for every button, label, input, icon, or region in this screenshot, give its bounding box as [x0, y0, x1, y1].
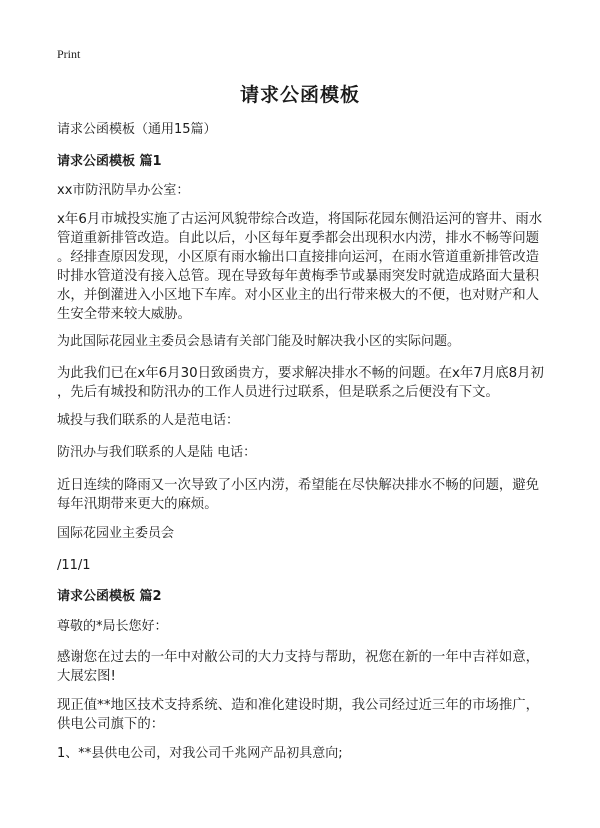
paragraph-1-3: [57, 364, 553, 402]
paragraph-line: 时排水管道没有接入总管。现在导致每年黄梅季节或暴雨突发时就造成路面大量积: [57, 269, 540, 284]
paragraph-line: 供电公司旗下的：: [57, 717, 165, 732]
paragraph-line: 感谢您在过去的一年中对敝公司的大力支持与帮助，祝您在新的一年中吉祥如意，: [57, 650, 540, 665]
document-subtitle: 请求公函模板（通用15篇）: [57, 122, 217, 137]
paragraph-line: 现正值**地区技术支持系统、造和准化建设时期，我公司经过近三年的市场推广，: [57, 698, 540, 713]
paragraph-line: ，先后有城投和防汛办的工作人员进行过联系，但是联系之后便没有下文。: [57, 385, 499, 400]
salutation-2: 尊敬的*局长您好：: [57, 619, 168, 634]
signature: 国际花园业主委员会: [57, 526, 175, 541]
paragraph-line: 。经排查原因发现，小区原有雨水输出口直接排向运河，在雨水管道重新排管改造: [57, 250, 540, 265]
paragraph-line: 每年汛期带来更大的麻烦。: [57, 497, 218, 512]
section-heading-2: 请求公函模板 篇2: [57, 589, 162, 604]
paragraph-2-2: [57, 696, 553, 734]
paragraph-line: 为此我们已在x年6月30日致函贵方，要求解决排水不畅的问题。在x年7月底8月初: [57, 366, 544, 381]
paragraph-2-1: [57, 648, 553, 686]
paragraph-1-5: 防汛办与我们联系的人是陆 电话：: [57, 445, 257, 460]
paragraph-line: 管道重新排管改造。自此以后，小区每年夏季都会出现积水内涝，排水不畅等问题: [57, 231, 540, 246]
date: /11/1: [57, 558, 91, 573]
paragraph-1-6: [57, 476, 553, 514]
paragraph-line: 近日连续的降雨又一次导致了小区内涝，希望能在尽快解决排水不畅的问题，避免: [57, 478, 540, 493]
print-label: Print: [57, 47, 81, 61]
section-heading-1: 请求公函模板 篇1: [57, 154, 162, 169]
paragraph-2-3: 1、**县供电公司，对我公司千兆网产品初具意向;: [57, 746, 343, 761]
paragraph-line: 生安全带来较大威胁。: [57, 307, 191, 322]
paragraph-line: 大展宏图!: [57, 669, 116, 684]
paragraph-line: x年6月市城投实施了古运河风貌带综合改造，将国际花园东侧沿运河的窨井、雨水: [57, 212, 543, 227]
paragraph-1-4: 城投与我们联系的人是范电话：: [57, 413, 240, 428]
paragraph-1-2: 为此国际花园业主委员会恳请有关部门能及时解决我小区的实际问题。: [57, 334, 461, 349]
paragraph-line: 水，并倒灌进入小区地下车库。对小区业主的出行带来极大的不便，也对财产和人: [57, 288, 540, 303]
document-title: 请求公函模板: [239, 84, 360, 106]
paragraph-1-1: [57, 210, 553, 324]
salutation-1: xx市防汛防旱办公室：: [57, 183, 190, 198]
